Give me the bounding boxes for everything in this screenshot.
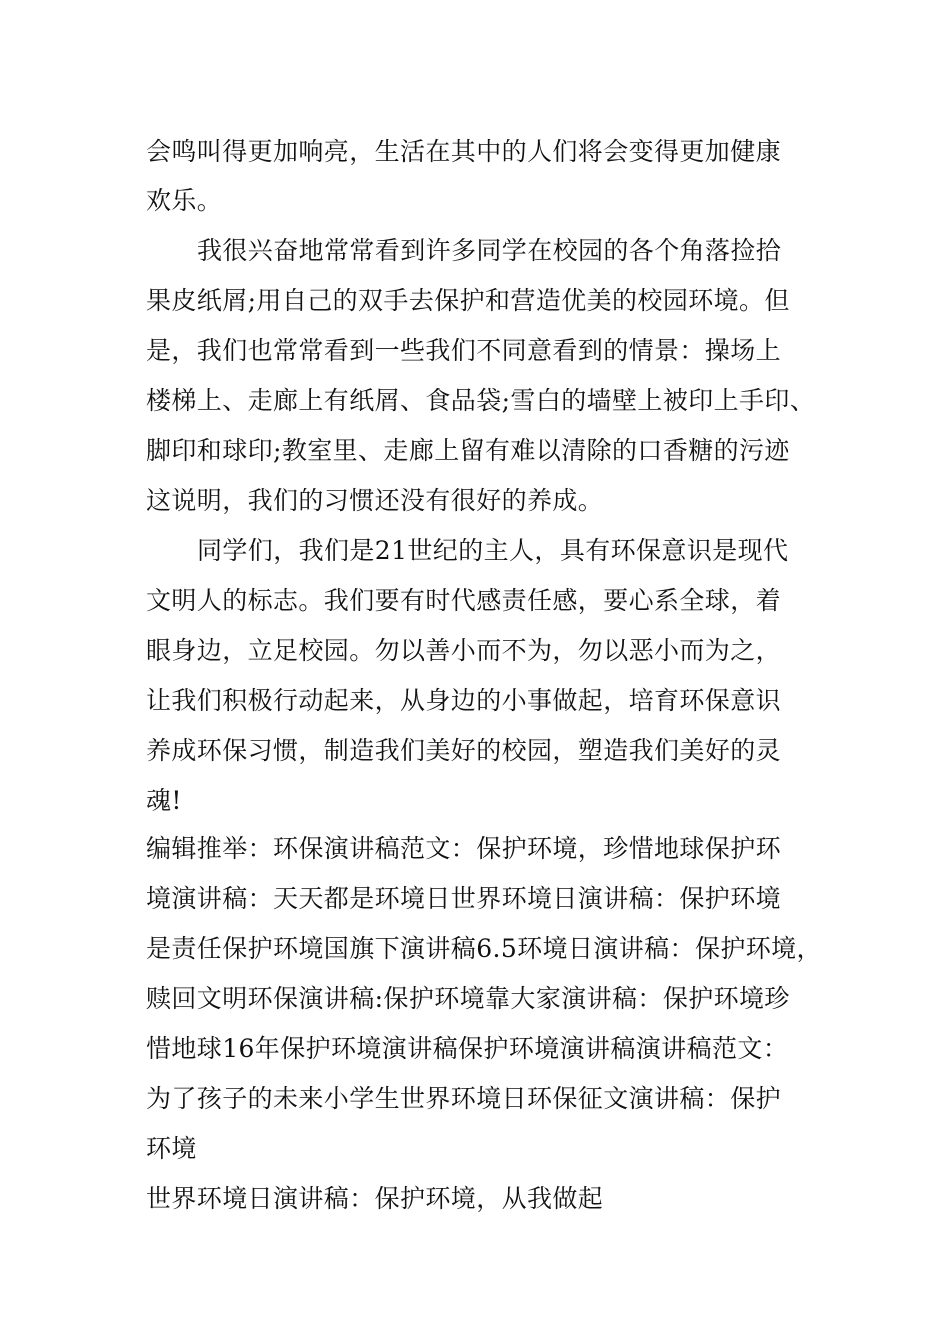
text-line: 魂! [146,786,182,815]
text-line: 眼身边，立足校园。勿以善小而不为，勿以恶小而为之， [146,636,782,665]
related-articles-line: 境演讲稿：天天都是环境日世界环境日演讲稿：保护环境 [146,884,782,913]
text-line: 楼梯上、走廊上有纸屑、食品袋;雪白的墙壁上被印上手印、 [146,386,816,415]
related-articles-line: 是责任保护环境国旗下演讲稿6.5环境日演讲稿：保护环境， [146,934,822,963]
text-line: 脚印和球印;教室里、走廊上留有难以清除的口香糖的污迹 [146,436,790,465]
paragraph-first-line: 我很兴奋地常常看到许多同学在校园的各个角落捡拾 [197,236,782,265]
related-articles-line: 环境 [146,1134,197,1163]
related-article-title: 世界环境日演讲稿：保护环境，从我做起 [146,1184,604,1213]
text-line: 是，我们也常常看到一些我们不同意看到的情景：操场上 [146,336,782,365]
text-line: 文明人的标志。我们要有时代感责任感，要心系全球，着 [146,586,782,615]
text-line: 让我们积极行动起来，从身边的小事做起，培育环保意识 [146,686,782,715]
related-articles-line: 为了孩子的未来小学生世界环境日环保征文演讲稿：保护 [146,1084,782,1113]
paragraph-first-line: 同学们，我们是21世纪的主人，具有环保意识是现代 [197,536,789,565]
related-articles-line: 惜地球16年保护环境演讲稿保护环境演讲稿演讲稿范文： [146,1034,789,1063]
text-line: 养成环保习惯，制造我们美好的校园，塑造我们美好的灵 [146,736,782,765]
related-articles-line: 编辑推举：环保演讲稿范文：保护环境，珍惜地球保护环 [146,834,782,863]
text-line: 欢乐。 [146,186,223,215]
text-line: 果皮纸屑;用自己的双手去保护和营造优美的校园环境。但 [146,286,790,315]
related-articles-line: 赎回文明环保演讲稿:保护环境靠大家演讲稿：保护环境珍 [146,984,790,1013]
text-line: 这说明，我们的习惯还没有很好的养成。 [146,486,604,515]
text-line: 会鸣叫得更加响亮，生活在其中的人们将会变得更加健康 [146,137,782,166]
